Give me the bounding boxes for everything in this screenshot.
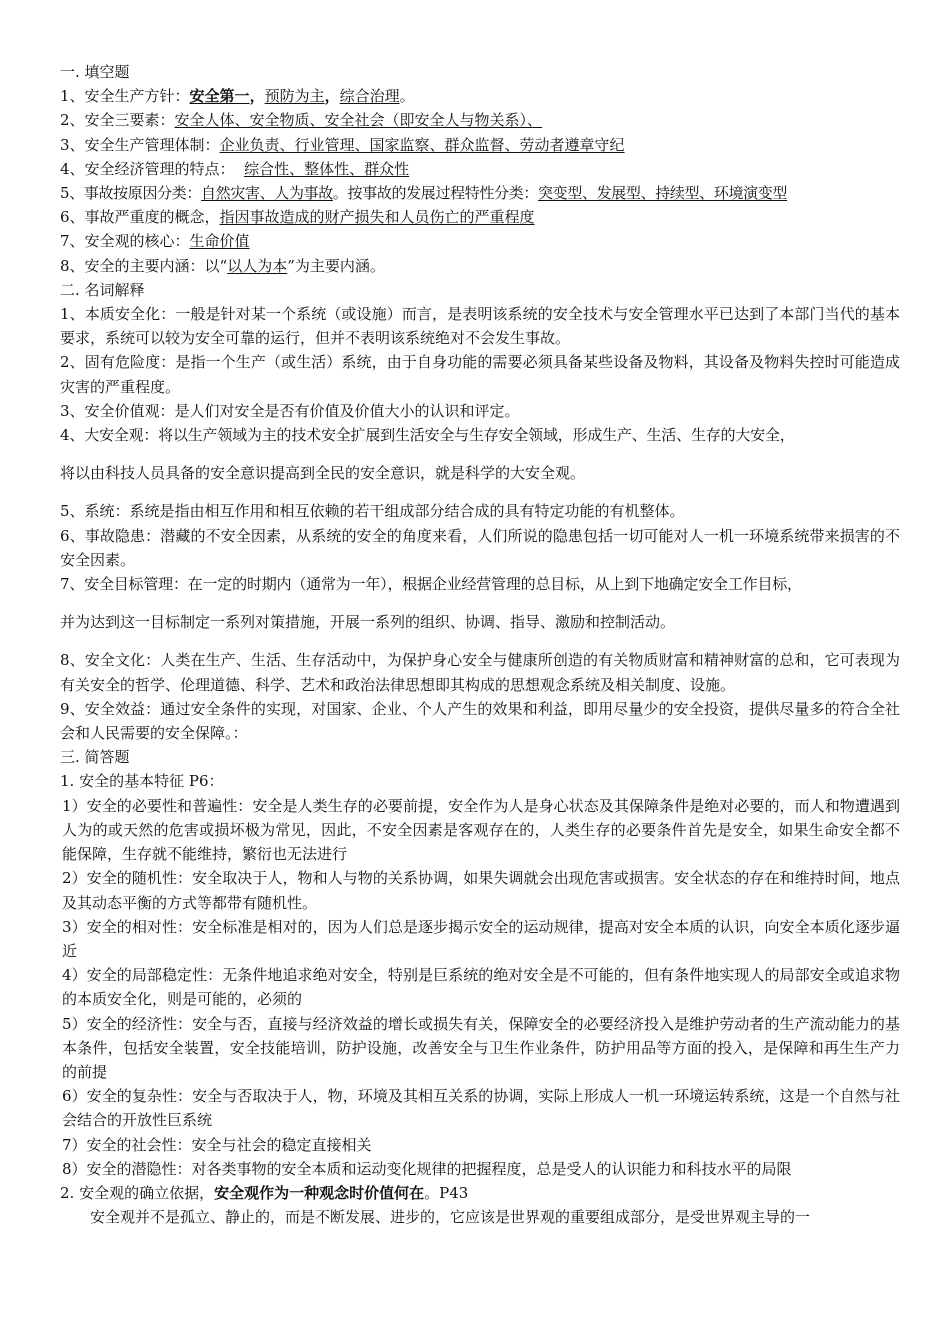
fill-item-3: 3、安全生产管理体制：企业负责、行业管理、国家监察、群众监督、劳动者遵章守纪 [60,135,625,154]
fill-item-2: 2、安全三要素：安全人体、安全物质、安全社会（即安全人与物关系）、 [60,111,543,130]
term-item-3: 3、安全价值观：是人们对安全是否有价值及价值大小的认识和评定。 [60,401,520,420]
question-1-point-3: 3）安全的相对性：安全标准是相对的，因为人们总是逐步揭示安全的运动规律，提高对安全本质的认识，向安全本质化逐步逼近 [62,917,900,960]
question-1-point-1: 1）安全的必要性和普遍性：安全是人类生存的必要前提，安全作为人是身心状态及其保障条件是绝对必要的，而人和物遭遇到人为的或天然的危害或损坏极为常见，因此，不安全因素是客观存在的，人类生存的必要条件首先是安全，如果生命安全都不能保障，生存就不能维持，繁衍也无法进行 [62,796,900,864]
term-item-6: 6、事故隐患：潜藏的不安全因素，从系统的安全的角度来看，人们所说的隐患包括一切可能对人一机一环境系统带来损害的不安全因素。 [60,526,901,569]
section-heading-fill: 一. 填空题 [60,63,130,81]
fill-item-4: 4、安全经济管理的特点： 综合性、整体性、群众性 [60,159,410,178]
question-2-paragraph: 安全观并不是孤立、静止的，而是不断发展、进步的，它应该是世界观的重要组成部分，是受世界观主导的一 [90,1208,811,1227]
section-heading-short-answer: 三. 简答题 [60,748,130,767]
term-item-4: 4、大安全观：将以生产领域为主的技术安全扩展到生活安全与生存安全领域，形成生产、生活、生存的大安全， [60,426,795,445]
term-item-2: 2、固有危险度：是指一个生产（或生活）系统，由于自身功能的需要必须具备某些设备及物料，其设备及物料失控时可能造成灾害的严重程度。 [60,353,900,396]
question-1-point-5: 5）安全的经济性：安全与否，直接与经济效益的增长或损失有关，保障安全的必要经济投入是维护劳动者的生产流动能力的基本条件，包括安全装置，安全技能培训，防护设施，改善安全与卫生作业条件，防护用品等方面的投入，是保障和再生生产力的前提 [62,1014,900,1081]
term-item-5: 5、系统：系统是指由相互作用和相互依赖的若干组成部分结合成的具有特定功能的有机整体。 [60,502,685,521]
question-2-title: 2. 安全观的确立依据，安全观作为一种观念时价值何在。P43 [60,1183,469,1202]
fill-item-1: 1、安全生产方针：安全第一，预防为主，综合治理。 [60,87,415,106]
term-item-8: 8、安全文化：人类在生产、生活、生存活动中，为保护身心安全与健康所创造的有关物质财富和精神财富的总和，它可表现为有关安全的哲学、伦理道德、科学、艺术和政治法律思想即其构成的思想观念系统及相关制度、设施。 [60,651,901,694]
spacer [60,634,900,648]
fill-item-8: 8、安全的主要内涵：以“以人为本”为主要内涵。 [60,256,385,275]
fill-item-6: 6、事故严重度的概念，指因事故造成的财产损失和人员伤亡的严重程度 [60,208,535,227]
fill-item-7: 7、安全观的核心：生命价值 [60,232,250,251]
term-item-1: 1、本质安全化：一般是针对某一个系统（或设施）而言，是表明该系统的安全技术与安全管理水平已达到了本部门当代的基本要求，系统可以较为安全可靠的运行，但并不表明该系统绝对不会发生事故。 [60,305,900,348]
term-item-4-continued: 将以由科技人员具备的安全意识提高到全民的安全意识，就是科学的大安全观。 [60,464,586,483]
document-page [60,60,900,1229]
spacer [60,485,900,499]
question-1-point-4: 4）安全的局部稳定性：无条件地追求绝对安全，特别是巨系统的绝对安全是不可能的，但有条件地实现人的局部安全或追求物的本质安全化，则是可能的，必须的 [62,966,900,1009]
question-1-point-8: 8）安全的潜隐性：对各类事物的安全本质和运动变化规律的把握程度，总是受人的认识能力和科技水平的局限 [62,1159,792,1178]
question-1-point-7: 7）安全的社会性：安全与社会的稳定直接相关 [62,1135,372,1154]
question-1-point-2: 2）安全的随机性：安全取决于人，物和人与物的关系协调，如果失调就会出现危害或损害。安全状态的存在和维持时间，地点及其动态平衡的方式等都带有随机性。 [62,869,900,912]
term-item-9: 9、安全效益：通过安全条件的实现，对国家、企业、个人产生的效果和利益，即用尽量少的安全投资，提供尽量多的符合全社会和人民需要的安全保障。： [60,699,901,743]
fill-item-5: 5、事故按原因分类：自然灾害、人为事故。按事故的发展过程特性分类：突变型、发展型、持续型、环境演变型 [60,184,788,203]
spacer [60,596,900,610]
section-heading-terms: 二. 名词解释 [60,280,145,299]
term-item-7: 7、安全目标管理：在一定的时期内（通常为一年），根据企业经营管理的总目标，从上到下地确定安全工作目标， [60,575,802,594]
question-1-point-6: 6）安全的复杂性：安全与否取决于人，物，环境及其相互关系的协调，实际上形成人一机一环境运转系统，这是一个自然与社会结合的开放性巨系统 [62,1087,900,1130]
spacer [60,447,900,461]
term-item-7-continued: 并为达到这一目标制定一系列对策措施，开展一系列的组织、协调、指导、激励和控制活动。 [60,613,676,632]
question-1-title: 1. 安全的基本特征 P6： [60,772,224,791]
